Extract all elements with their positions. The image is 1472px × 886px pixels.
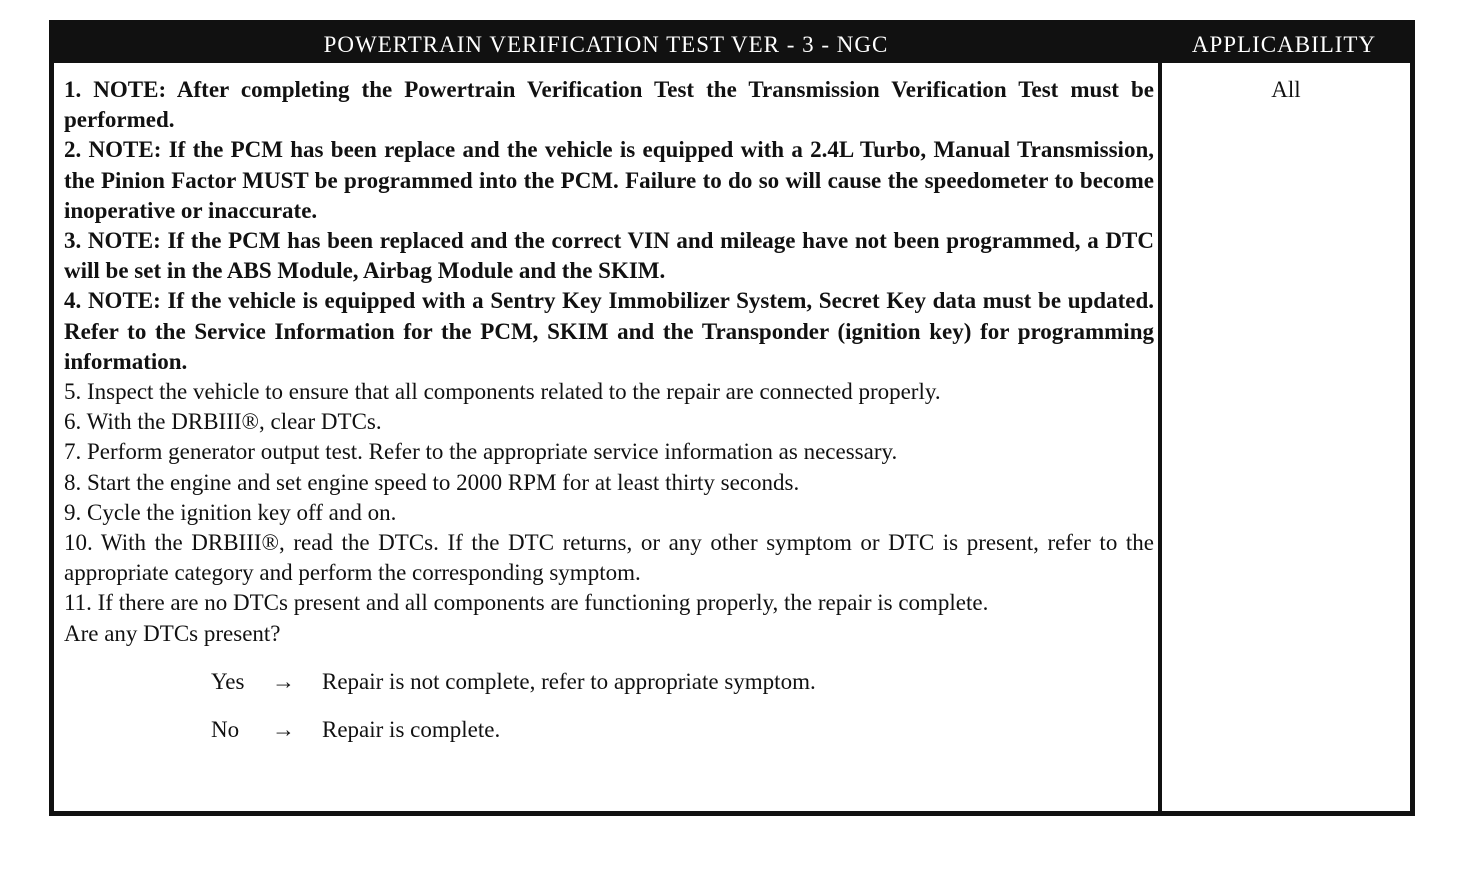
answer-no-text: Repair is complete. bbox=[322, 716, 501, 742]
step-10: 10. With the DRBIII®, read the DTCs. If the DTC returns, or any other symptom or DTC is present, refer to the appropriate category and perform the corresponding symptom. bbox=[64, 530, 1154, 586]
step-11: 11. If there are no DTCs present and all components are functioning properly, the repair is complete. bbox=[64, 590, 989, 616]
header-applicability: APPLICABILITY bbox=[1191, 32, 1377, 57]
answer-no bbox=[64, 715, 1154, 763]
answer-yes-text: Repair is not complete, refer to appropriate symptom. bbox=[322, 668, 816, 694]
step-1: 1. NOTE: After completing the Powertrain Verification Test the Transmission Verification Test must be performed. bbox=[64, 77, 1154, 133]
step-2: 2. NOTE: If the PCM has been replace and the vehicle is equipped with a 2.4L Turbo, Manual Transmission, the Pinion Factor MUST be programmed into the PCM. Failure to do so will cause the speedometer to become inoperative or inaccurate. bbox=[64, 137, 1154, 223]
table-header bbox=[54, 25, 1410, 63]
step-4: 4. NOTE: If the vehicle is equipped with a Sentry Key Immobilizer System, Secret Key data must be updated. Refer to the Service Information for the PCM, SKIM and the Transponder (ignition key) for programming information. bbox=[64, 288, 1154, 374]
column-divider bbox=[1158, 63, 1162, 811]
step-3: 3. NOTE: If the PCM has been replaced and the correct VIN and mileage have not been programmed, a DTC will be set in the ABS Module, Airbag Module and the SKIM. bbox=[64, 228, 1154, 284]
applicability-value: All bbox=[1271, 77, 1301, 102]
step-7: 7. Perform generator output test. Refer to the appropriate service information as necessary. bbox=[64, 439, 898, 465]
steps-cell bbox=[64, 75, 1154, 763]
header-title: POWERTRAIN VERIFICATION TEST VER - 3 - NGC bbox=[323, 32, 889, 57]
procedure-table bbox=[49, 20, 1415, 816]
answer-no-label: No bbox=[211, 716, 240, 742]
step-6: 6. With the DRBIII®, clear DTCs. bbox=[64, 409, 382, 435]
step-8: 8. Start the engine and set engine speed to 2000 RPM for at least thirty seconds. bbox=[64, 469, 800, 495]
answer-yes bbox=[64, 667, 1154, 715]
right-arrow-icon: → bbox=[272, 668, 295, 694]
step-5: 5. Inspect the vehicle to ensure that all components related to the repair are connected properly. bbox=[64, 379, 941, 405]
question: Are any DTCs present? bbox=[64, 620, 281, 646]
step-9: 9. Cycle the ignition key off and on. bbox=[64, 499, 397, 525]
answer-yes-label: Yes bbox=[211, 668, 245, 694]
right-arrow-icon: → bbox=[272, 716, 295, 742]
